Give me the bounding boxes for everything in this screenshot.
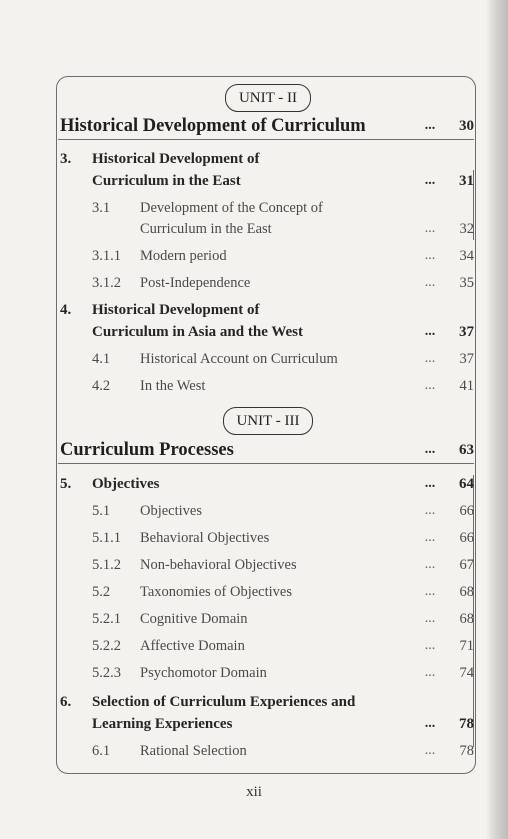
section-title: Behavioral Objectives [140,530,270,546]
chapter-title: Historical Development of [92,302,260,318]
chapter-number: 5. [60,476,72,492]
section-title: Historical Account on Curriculum [140,351,338,367]
leader-dots: ... [424,743,436,758]
section-number: 3.1.2 [92,275,121,291]
toc-chapter-continued[interactable] [0,320,508,344]
leader-dots: ... [424,665,436,680]
page-number: 66 [459,503,474,519]
toc-section[interactable] [0,661,508,685]
toc-unit-heading[interactable] [0,114,508,138]
unit-badge: UNIT - II [225,84,311,112]
leader-dots: ... [424,442,436,457]
page-number: 68 [459,584,474,600]
unit-title: Historical Development of Curriculum [60,116,366,136]
toc-chapter-continued[interactable] [0,169,508,193]
page-number: 34 [459,248,474,264]
toc-section[interactable] [0,634,508,658]
chapter-number: 6. [60,694,72,710]
toc-chapter[interactable] [0,472,508,496]
page-number: 64 [459,476,474,492]
page-number: 71 [459,638,474,654]
page-number: 68 [459,611,474,627]
section-number: 5.2.2 [92,638,121,654]
toc-section[interactable] [0,526,508,550]
page-number: 32 [459,221,474,237]
leader-dots: ... [424,716,436,731]
leader-dots: ... [424,324,436,339]
toc-unit-heading[interactable] [0,438,508,462]
toc-section[interactable] [0,271,508,295]
page-number: 74 [459,665,474,681]
section-number: 5.1 [92,503,111,519]
toc-chapter[interactable] [0,298,508,322]
section-title: Post-Independence [140,275,251,291]
toc-chapter[interactable] [0,690,508,714]
toc-section[interactable] [0,580,508,604]
section-title: Affective Domain [140,638,245,654]
leader-dots: ... [424,530,436,545]
section-number: 3.1.1 [92,248,121,264]
toc-section-continued[interactable] [0,217,508,241]
toc-section[interactable] [0,499,508,523]
section-title: Rational Selection [140,743,247,759]
page-number: 78 [459,743,474,759]
section-title: Modern period [140,248,227,264]
section-number: 5.1.2 [92,557,121,573]
page-number: 35 [459,275,474,291]
unit-badge: UNIT - III [223,407,313,435]
leader-dots: ... [424,118,436,133]
leader-dots: ... [424,173,436,188]
leader-dots: ... [424,557,436,572]
toc-chapter[interactable] [0,147,508,171]
section-number: 3.1 [92,200,111,216]
section-title: In the West [140,378,206,394]
section-number: 4.2 [92,378,111,394]
section-number: 5.1.1 [92,530,121,546]
chapter-title: Learning Experiences [92,716,233,732]
unit-title: Curriculum Processes [60,440,234,460]
toc-section[interactable] [0,739,508,763]
section-title: Curriculum in the East [140,221,272,237]
section-title: Taxonomies of Objectives [140,584,293,600]
section-title: Development of the Concept of [140,200,323,216]
leader-dots: ... [424,638,436,653]
page-number: 63 [459,442,474,458]
toc-section[interactable] [0,553,508,577]
section-title: Cognitive Domain [140,611,248,627]
chapter-title: Selection of Curriculum Experiences and [92,694,356,710]
chapter-title: Objectives [92,476,160,492]
toc-chapter-continued[interactable] [0,712,508,736]
section-number: 6.1 [92,743,111,759]
page-number: 78 [459,716,474,732]
leader-dots: ... [424,611,436,626]
leader-dots: ... [424,351,436,366]
leader-dots: ... [424,221,436,236]
section-title: Objectives [140,503,203,519]
page-footer-number: xii [246,784,262,800]
page-number: 41 [459,378,474,394]
chapter-title: Curriculum in the East [92,173,241,189]
leader-dots: ... [424,378,436,393]
page-number: 30 [459,118,474,134]
chapter-number: 3. [60,151,72,167]
leader-dots: ... [424,584,436,599]
toc-section[interactable] [0,244,508,268]
toc-section[interactable] [0,607,508,631]
page-number: 37 [459,324,474,340]
section-number: 5.2.3 [92,665,121,681]
toc-section[interactable] [0,374,508,398]
page-number: 37 [459,351,474,367]
page-number: 67 [459,557,474,573]
page-number: 66 [459,530,474,546]
chapter-title: Curriculum in Asia and the West [92,324,304,340]
leader-dots: ... [424,275,436,290]
section-title: Psychomotor Domain [140,665,267,681]
leader-dots: ... [424,248,436,263]
chapter-title: Historical Development of [92,151,260,167]
divider [58,139,474,140]
section-number: 4.1 [92,351,111,367]
section-number: 5.2 [92,584,111,600]
section-number: 5.2.1 [92,611,121,627]
divider [58,463,474,464]
leader-dots: ... [424,476,436,491]
leader-dots: ... [424,503,436,518]
toc-section[interactable] [0,347,508,371]
page-number: 31 [459,173,474,189]
section-title: Non-behavioral Objectives [140,557,297,573]
chapter-number: 4. [60,302,72,318]
